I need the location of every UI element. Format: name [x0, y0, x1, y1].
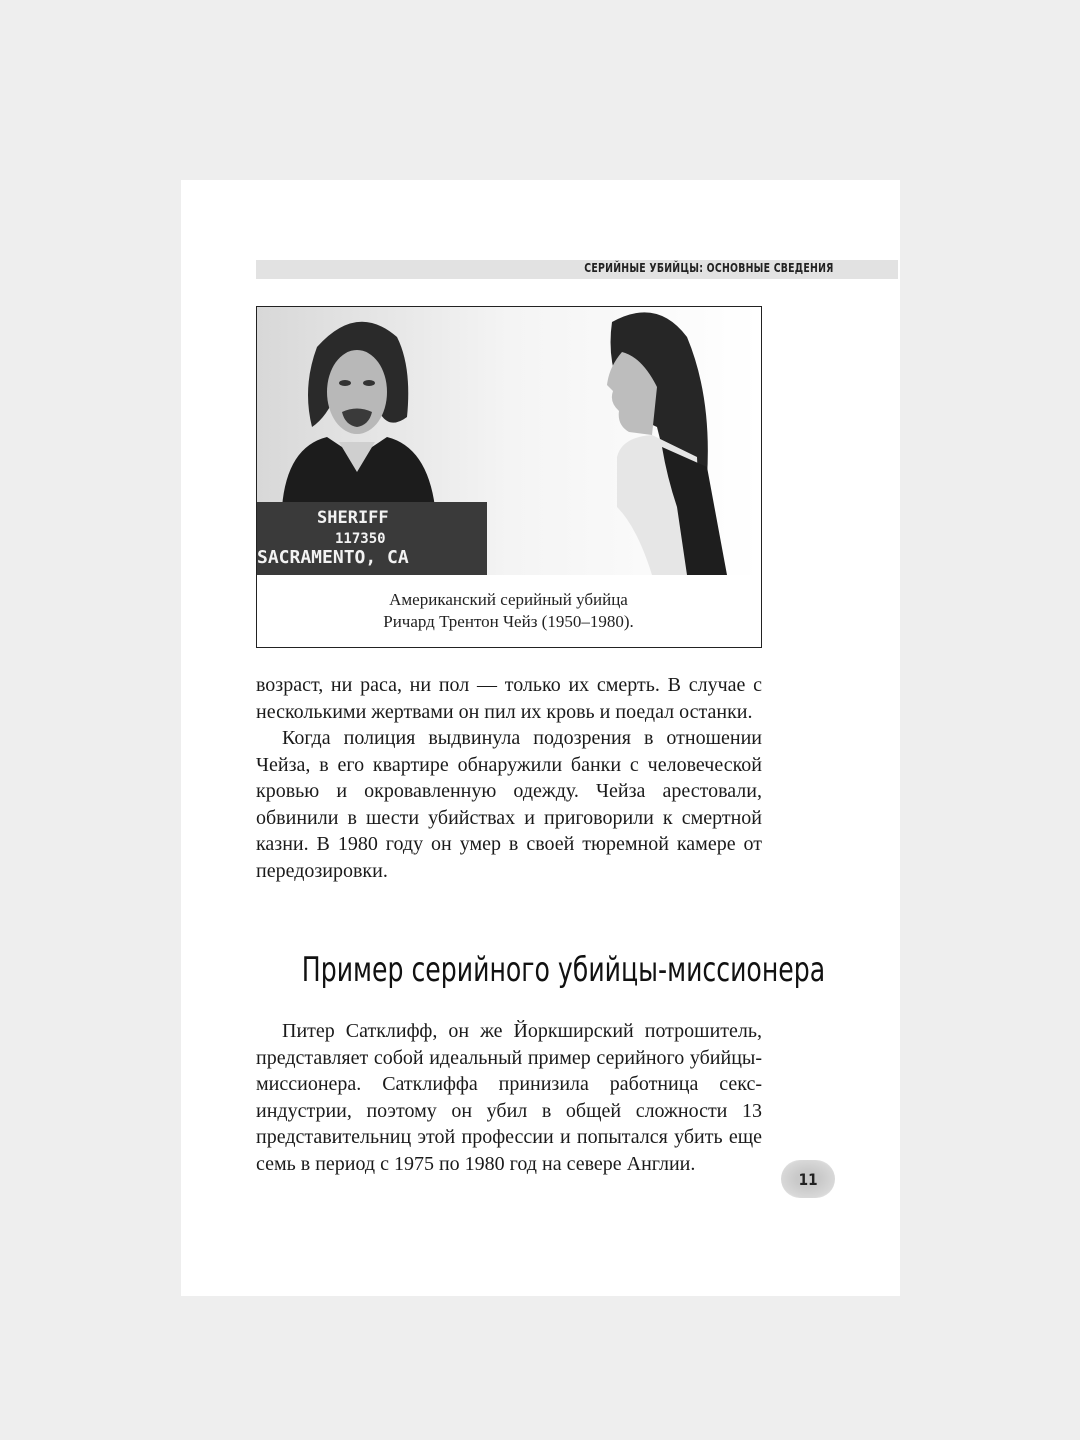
paragraph: возраст, ни раса, ни пол — только их смерть. В случае с несколькими жертвами он пил их кровь и поедал останки.: [256, 674, 762, 723]
page-number: 11: [798, 1169, 818, 1189]
book-page: [181, 180, 900, 1296]
body-text-2: [256, 1018, 762, 1177]
figure: [256, 306, 762, 648]
running-head-bar: [256, 260, 898, 279]
placard-line2: 117350: [335, 531, 386, 547]
running-head: СЕРИЙНЫЕ УБИЙЦЫ: ОСНОВНЫЕ СВЕДЕНИЯ: [584, 261, 834, 275]
paragraph: Когда полиция выдвинула подозрения в отношении Чейза, в его квартире обнаружили банки с человеческой кровью и окровавленную одежду. Чейза арестовали, обвинили в шести убийствах и приговорили к смертной казни. В 1980 году он умер в своей тюремной камере от передозировки.: [256, 727, 762, 882]
mugshot-photo: [257, 307, 760, 575]
placard-line3: SACRAMENTO, CA: [257, 547, 409, 568]
caption-line-1: Американский серийный убийца: [389, 590, 628, 609]
body-text-1: [256, 672, 762, 884]
paragraph: Питер Сатклифф, он же Йоркширский потрошитель, представляет собой идеальный пример серийного убийцы-миссионера. Сатклиффа принизила работница секс-индустрии, поэтому он убил в общей сложности 13 представительниц этой профессии и попытался убить еще семь в период с 1975 по 1980 год на севере Англии.: [256, 1020, 762, 1175]
section-heading: Пример серийного убийцы-миссионера: [301, 950, 826, 990]
placard-line1: SHERIFF: [317, 508, 389, 528]
figure-caption: [257, 589, 760, 633]
mugshot-image: [257, 307, 760, 575]
caption-line-2: Ричард Трентон Чейз (1950–1980).: [383, 612, 634, 631]
page-number-badge: [781, 1160, 835, 1198]
